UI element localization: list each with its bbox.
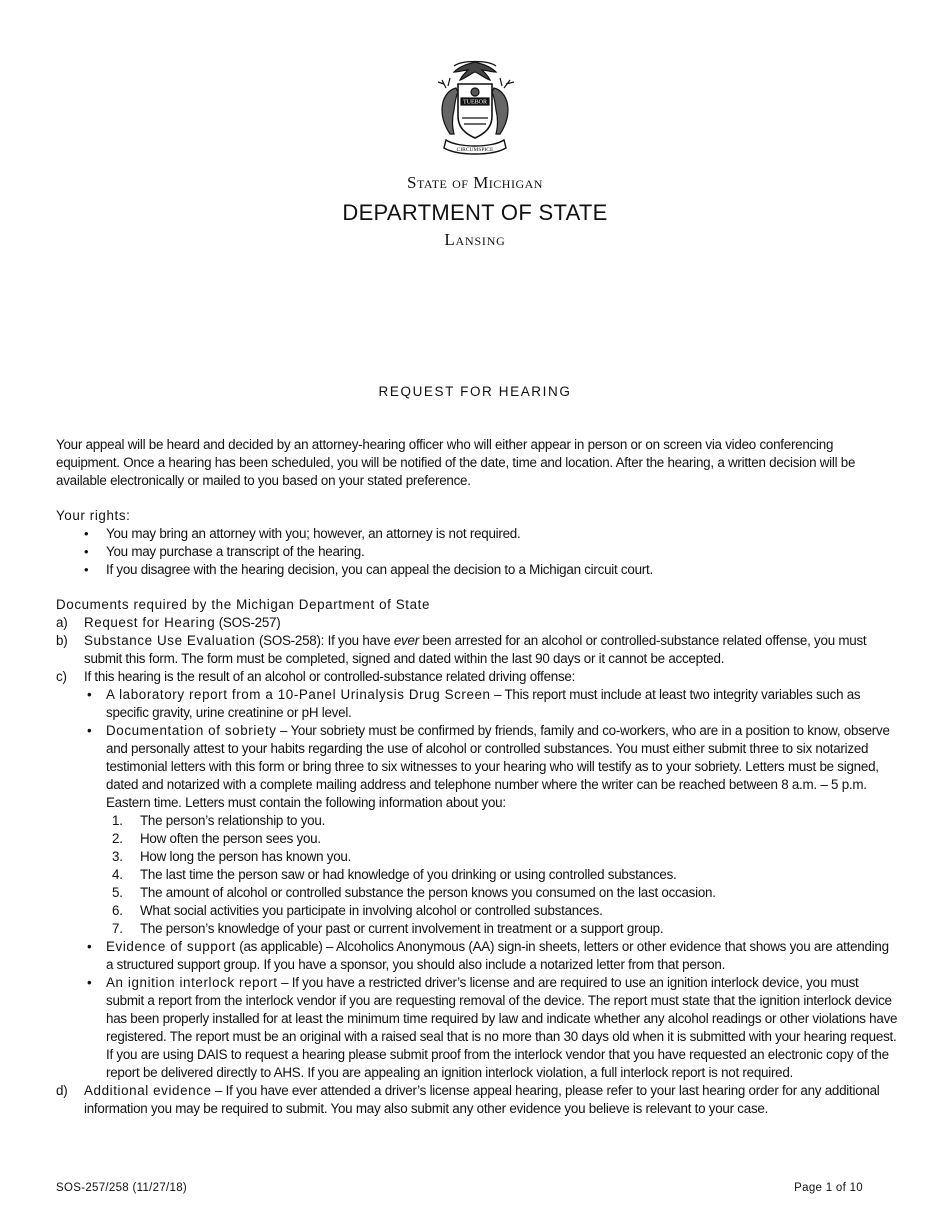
document-item-b: [56, 632, 898, 668]
list-text: The amount of alcohol or controlled substance the person knows you consumed on the last occasion.: [140, 885, 716, 900]
documents-list: [56, 614, 898, 1118]
document-body: [56, 436, 898, 1118]
letter-requirements-list: [106, 812, 898, 938]
rights-item: • You may bring an attorney with you; however, an attorney is not required.: [56, 525, 898, 543]
document-item-a: [56, 614, 898, 632]
item-label: A laboratory report from a 10-Panel Urinalysis Drug Screen: [106, 687, 491, 702]
seal-motto: TUEBOR: [463, 99, 487, 106]
item-label: An ignition interlock report: [106, 975, 278, 990]
page-number: Page 1 of 10: [794, 1182, 863, 1194]
list-number: 4.: [112, 867, 123, 882]
item-text: been arrested for an alcohol or controlled-substance related offense, you must submit this form. The form must be completed, signed and dated within the last 90 days or it cannot be accepted.: [84, 633, 867, 666]
item-label: Substance Use Evaluation: [84, 633, 256, 648]
item-label: Additional evidence: [84, 1083, 212, 1098]
form-id: SOS-257/258 (11/27/18): [56, 1182, 188, 1194]
city-heading: Lansing: [444, 230, 506, 249]
list-text: How long the person has known you.: [140, 849, 352, 864]
sobriety-item: [84, 722, 898, 938]
list-number: 1.: [112, 813, 123, 828]
list-number: 6.: [112, 903, 123, 918]
document-item-c: [56, 668, 898, 1082]
list-item: [106, 902, 898, 920]
list-item: [106, 866, 898, 884]
list-number: 3.: [112, 849, 123, 864]
item-label: Evidence of support: [106, 939, 236, 954]
item-text: If this hearing is the result of an alcohol or controlled-substance related driving offense:: [84, 669, 576, 684]
rights-list: [56, 525, 898, 579]
item-text: – If you have ever attended a driver’s license appeal hearing, please refer to your last hearing order for any additional information you may be required to submit. You may also submit any other evidence you believe is relevant to your case.: [84, 1083, 880, 1116]
item-letter: a): [56, 615, 68, 630]
list-item: [106, 920, 898, 938]
rights-heading: Your rights:: [56, 508, 131, 523]
item-label: Documentation of sobriety: [106, 723, 277, 738]
department-heading: DEPARTMENT OF STATE: [342, 200, 608, 225]
item-text: – This report must include at least two integrity variables such as specific gravity, urine creatinine or pH level.: [106, 687, 861, 720]
rights-item: • You may purchase a transcript of the hearing.: [56, 543, 898, 561]
list-number: 7.: [112, 921, 123, 936]
michigan-seal-icon: [428, 58, 522, 160]
seal-ribbon-text: CIRCUMSPICE: [456, 147, 494, 153]
list-item: [106, 812, 898, 830]
item-text: (SOS-258): If you have: [255, 633, 394, 648]
item-text: (as applicable) – Alcoholics Anonymous (AA) sign-in sheets, letters or other evidence that shows you are attending a structured support group. If you have a sponsor, you should also include a notarized letter from that person.: [106, 939, 889, 972]
item-text: (SOS-257): [215, 615, 281, 630]
document-title: REQUEST FOR HEARING: [378, 384, 572, 399]
lab-report-item: [84, 686, 898, 722]
list-item: [106, 884, 898, 902]
list-text: What social activities you participate in involving alcohol or controlled substances.: [140, 903, 603, 918]
documents-heading: Documents required by the Michigan Department of State: [56, 597, 431, 612]
emphasis-text: ever: [393, 633, 419, 648]
list-item: [106, 848, 898, 866]
item-letter: b): [56, 633, 68, 648]
document-item-d: [56, 1082, 898, 1118]
intro-paragraph: Your appeal will be heard and decided by an attorney-hearing officer who will either appear in person or on screen via video conferencing equipment. Once a hearing has been scheduled, you will be notified of the date, time and location. After the hearing, a written decision will be available electronically or mailed to you based on your stated preference.: [56, 437, 856, 488]
list-number: 2.: [112, 831, 123, 846]
item-letter: d): [56, 1083, 68, 1098]
state-heading: State of Michigan: [407, 173, 543, 192]
rights-item: • If you disagree with the hearing decision, you can appeal the decision to a Michigan circuit court.: [56, 561, 898, 579]
list-text: The last time the person saw or had knowledge of you drinking or using controlled substances.: [140, 867, 677, 882]
list-text: How often the person sees you.: [140, 831, 321, 846]
list-text: The person’s relationship to you.: [140, 813, 326, 828]
offense-document-list: [84, 686, 898, 1082]
item-label: Request for Hearing: [84, 615, 216, 630]
list-text: The person’s knowledge of your past or current involvement in treatment or a support group.: [140, 921, 664, 936]
support-item: [84, 938, 898, 974]
list-item: [106, 830, 898, 848]
interlock-item: [84, 974, 898, 1082]
item-text: – Your sobriety must be confirmed by friends, family and co-workers, who are in a position to know, observe and personally attest to your habits regarding the use of alcohol or controlled substances. You must either submit three to six notarized testimonial letters with this form or bring three to six witnesses to your hearing who will testify as to your sobriety. Letters must be signed, dated and notarized with a complete mailing address and telephone number where the writer can be reached between 8 a.m. – 5 p.m. Eastern time. Letters must contain the following information about you:: [106, 723, 890, 810]
list-number: 5.: [112, 885, 123, 900]
item-text: – If you have a restricted driver’s license and are required to use an ignition interlock device, you must submit a report from the interlock vendor if you are requesting removal of the device. The report must state that the ignition interlock device has been properly installed for at least the minimum time required by law and indicate whether any alcohol readings or other violations have registered. The report must be an original with a raised seal that is no more than 30 days old when it is submitted with your hearing request. If you are using DAIS to request a hearing please submit proof from the interlock vendor that you have requested an electronic copy of the report be delivered directly to AHS. If you are appealing an ignition interlock violation, a full interlock report is not required.: [106, 975, 898, 1080]
item-letter: c): [56, 669, 67, 684]
